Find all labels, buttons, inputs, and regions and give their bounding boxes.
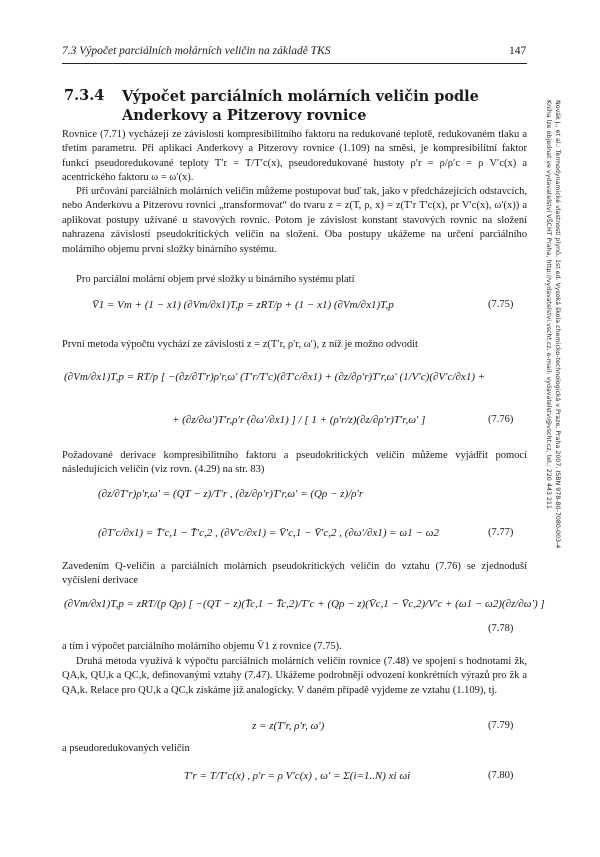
paragraph-q-quantities: Zavedením Q-veličin a parciálních molárních pseudokritických veličin do vztahu (7.76) se zjednoduší vyčíslení derivace [62, 561, 527, 587]
equation-7-77-line1: (∂z/∂T′r)ρ′r,ω′ = (QT − z)/T′r , (∂z/∂ρ′r)T′r,ω′ = (Qρ − z)/ρ′r [98, 488, 364, 500]
paragraph-partial-volume: Pro parciální molární objem prvé složky u binárního systému platí [76, 274, 355, 285]
side-citation-line-2: Kniha lze objednat ve vydavatelství VŠCHT Praha, http://vydavatelstvi.vscht.cz, e-mail: vydavatelstvi@vscht.cz, tel.: 220 443 211 [545, 100, 552, 509]
equation-7-79: z = z(T′r, ρ′r, ω′) [252, 720, 325, 732]
equation-7-78: (∂Vm/∂x1)T,p = zRT/(p Qρ) [ −(QT − z)(T̄c,1 − T̄c,2)/T′c + (Qρ − z)(V̄c,1 − V̄c,2)/V′c + (ω1 − ω2)(∂z/∂ω′) ] [64, 598, 545, 610]
equation-number: (7.75) [488, 299, 514, 310]
paragraph-intro: Rovnice (7.71) vycházejí ze závislosti kompresibilitního faktoru na redukované teplotě, redukovaném tlaku a třetím parametru. Při aplikaci Anderkovy a Pitzerovy rovnice (1.109) na směsi, je kompresibilitní faktor funkcí pseudoredukované teploty T′r = T/T′c(x), pseudoredukované hustoty ρ′r = ρ/ρ′c = ρ V′c(x) a acentrického faktoru ω = ω′(x). [62, 129, 527, 184]
paragraph-derivatives: Požadované derivace kompresibilitního faktoru a pseudokritických veličin můžeme vyjádřit pomocí následujících veličin (viz rovn. (4.29) na str. 83) [62, 450, 527, 476]
side-citation-line-1: Novák J., et al.: Termodynamické vlastnosti plynů. 1st ed. Vysoká škola chemicko-technologická v Praze, Praha 2007. ISBN 978-80-7080-003-4 [554, 100, 561, 549]
page-number: 147 [509, 45, 527, 57]
equation-7-76-line2: + (∂z/∂ω′)T′r,ρ′r (∂ω′/∂x1) ] / [ 1 + (ρ′r/z)(∂z/∂ρ′r)T′r,ω′ ] [172, 414, 426, 426]
equation-7-80: T′r = T/T′c(x) , ρ′r = ρ V′c(x) , ω′ = Σ(i=1..N) xi ωi [184, 770, 411, 782]
equation-number: (7.78) [488, 623, 514, 634]
header-rule [62, 63, 527, 64]
paragraph-methods: Při určování parciálních molárních veličin můžeme postupovat buď tak, jako v předcházejících odstavcích, nebo Anderkovu a Pitzerovu rovnici „transformovat“ do tvaru z = z(T, ρ, x) = z(T′r T′c(x), ρr V′c(x), ω′(x)) a aplikovat postupy užívané u stavových rovnic. Potom je závislost konstant stavových rovnic na složení nahrazena závislostí pseudokritických veličin na složení. Oba postupy ukážeme na určení parciálního molárního objemu první složky binárního systému. [62, 186, 527, 255]
equation-number: (7.80) [488, 770, 514, 781]
paragraph-first-method: První metoda výpočtu vychází ze závislosti z = z(T′r, ρ′r, ω′), z níž je možno odvodit [62, 339, 418, 350]
equation-number: (7.79) [488, 720, 514, 731]
section-title: Výpočet parciálních molárních veličin podle Anderkovy a Pitzerovy rovnice [122, 88, 479, 124]
equation-7-77-line2: (∂T′c/∂x1) = T̄′c,1 − T̄′c,2 , (∂V′c/∂x1) = V̄′c,1 − V̄′c,2 , (∂ω′/∂x1) = ω1 − ω2 [98, 527, 439, 539]
paragraph-second-method: Druhá metoda využívá k výpočtu parciálních molárních veličin rovnice (7.48) ve spojení s hodnotami z̃k, QA,k, QU,k a QC,k, definovanými vztahy (7.47). Ukážeme podrobněji odvození konkrétních výrazů pro z̃k a QA,k. Relace pro QU,k a QC,k získáme již analogicky. V daném případě vyjdeme ze vztahu (1.109), tj. [62, 656, 527, 696]
equation-number: (7.77) [488, 527, 514, 538]
running-header: 7.3 Výpočet parciálních molárních veličin na základě TKS [62, 45, 331, 57]
equation-7-75: V̄1 = Vm + (1 − x1) (∂Vm/∂x1)T,p = zRT/p + (1 − x1) (∂Vm/∂x1)T,p [92, 299, 394, 311]
paragraph-result: a tím i výpočet parciálního molárního objemu V̄1 z rovnice (7.75). [62, 641, 342, 652]
equation-number: (7.76) [488, 414, 514, 425]
equation-7-76-line1: (∂Vm/∂x1)T,p = RT/p [ −(∂z/∂T′r)ρ′r,ω′ (T′r/T′c)(∂T′c/∂x1) + (∂z/∂ρ′r)T′r,ω′ (1/V′c)(∂V′c/∂x1) + [64, 371, 486, 383]
section-number: 7.3.4 [64, 87, 105, 104]
side-citation [540, 100, 562, 838]
paragraph-pseudoreduced: a pseudoredukovaných veličin [62, 743, 190, 754]
